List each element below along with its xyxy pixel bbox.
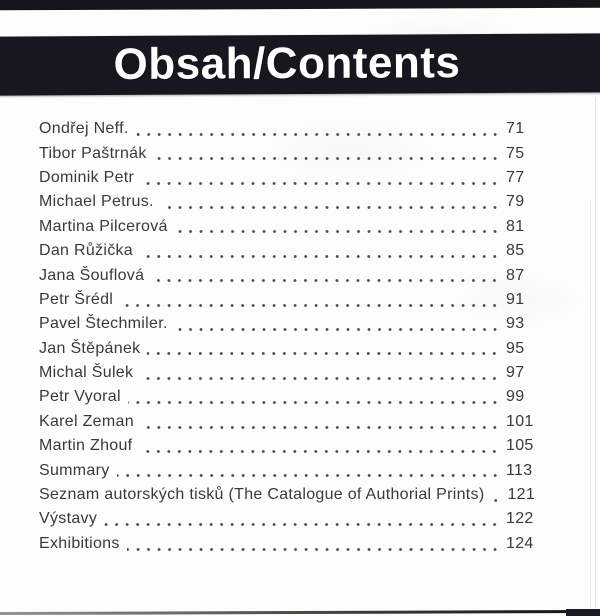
dot-leader [140, 375, 500, 382]
dot-leader [120, 302, 500, 309]
toc-entry-page: 93 [506, 315, 525, 333]
dot-leader [154, 155, 500, 162]
bottom-scan-edge [0, 610, 600, 615]
toc-entry [39, 312, 545, 336]
toc-entry-page: 124 [506, 534, 534, 552]
toc-entry [39, 507, 545, 531]
page-edge-line [590, 200, 591, 608]
toc-entry [39, 288, 545, 312]
toc-entry-name: Jana Šouflová [39, 266, 145, 284]
dot-leader [136, 131, 500, 138]
toc-entry [39, 239, 545, 263]
toc-entry [39, 434, 545, 458]
toc-entry-name: Tibor Paštrnák [39, 144, 147, 162]
toc-entry-name: Karel Zeman [39, 412, 134, 430]
top-scan-edge [0, 0, 600, 10]
dot-leader [175, 228, 500, 235]
toc-entry [39, 337, 545, 361]
page-edge-line [595, 98, 596, 608]
toc-entry-page: 77 [506, 168, 525, 186]
toc-entry-page: 75 [506, 144, 525, 162]
toc-entry-name: Martina Pilcerová [39, 217, 168, 235]
toc-entry-page: 85 [506, 242, 525, 260]
toc-entry-name: Petr Šrédl [39, 290, 114, 308]
dot-leader [491, 497, 501, 504]
toc-entry-page: 71 [506, 120, 525, 138]
toc-entry-page: 81 [506, 217, 525, 235]
toc-entry [39, 117, 545, 141]
toc-entry-page: 122 [506, 510, 534, 528]
toc-entry-name: Michal Šulek [39, 364, 134, 382]
toc-entry-name: Martin Zhouf [39, 437, 133, 455]
toc-entry-page: 95 [506, 339, 525, 357]
toc-entry-page: 105 [506, 437, 534, 455]
toc-entry [39, 166, 545, 190]
dot-leader [127, 546, 500, 553]
toc-entry [39, 385, 545, 409]
toc-entry-page: 99 [506, 388, 525, 406]
page-title: Obsah/Contents [113, 37, 461, 89]
toc-entry [39, 361, 545, 385]
toc-entry-name: Jan Štěpánek [39, 339, 141, 357]
toc-entry-page: 97 [506, 364, 525, 382]
dot-leader [140, 253, 500, 260]
toc-entry-name: Seznam autorských tisků (The Catalogue of Authorial Prints) [39, 486, 485, 504]
dot-leader [175, 326, 500, 333]
table-of-contents [39, 117, 545, 556]
toc-entry-name: Ondřej Neff. [39, 120, 129, 138]
toc-entry-name: Petr Vyoral [39, 388, 121, 406]
toc-entry-name: Exhibitions [39, 534, 120, 552]
toc-entry-page: 121 [507, 486, 536, 504]
toc-entry-page: 91 [506, 290, 525, 308]
toc-entry [39, 263, 545, 287]
dot-leader [141, 180, 500, 187]
dot-leader [117, 472, 500, 479]
dot-leader [104, 521, 500, 528]
toc-entry [39, 532, 545, 556]
toc-entry-page: 113 [506, 461, 533, 479]
toc-entry [39, 215, 545, 239]
toc-entry [39, 141, 545, 165]
toc-entry-name: Výstavy [39, 510, 98, 528]
dot-leader [139, 448, 500, 455]
toc-entry-name: Dan Růžička [39, 242, 134, 260]
title-band [0, 33, 600, 95]
toc-entry-page: 87 [506, 266, 525, 284]
toc-entry-page: 79 [506, 193, 525, 211]
toc-entry-name: Michael Petrus. [39, 193, 154, 211]
dot-leader [141, 424, 500, 431]
toc-entry-name: Dominik Petr [39, 168, 135, 186]
toc-entry [39, 410, 545, 434]
toc-entry-name: Pavel Štechmiler. [39, 315, 168, 333]
dot-leader [128, 399, 500, 406]
toc-entry [39, 458, 545, 482]
dot-leader [147, 350, 500, 357]
dot-leader [161, 204, 500, 211]
toc-entry-name: Summary [39, 461, 110, 479]
dot-leader [151, 277, 500, 284]
bottom-corner-shadow [566, 609, 600, 616]
toc-entry [39, 190, 545, 214]
toc-entry-page: 101 [506, 412, 534, 430]
toc-entry [39, 483, 545, 507]
